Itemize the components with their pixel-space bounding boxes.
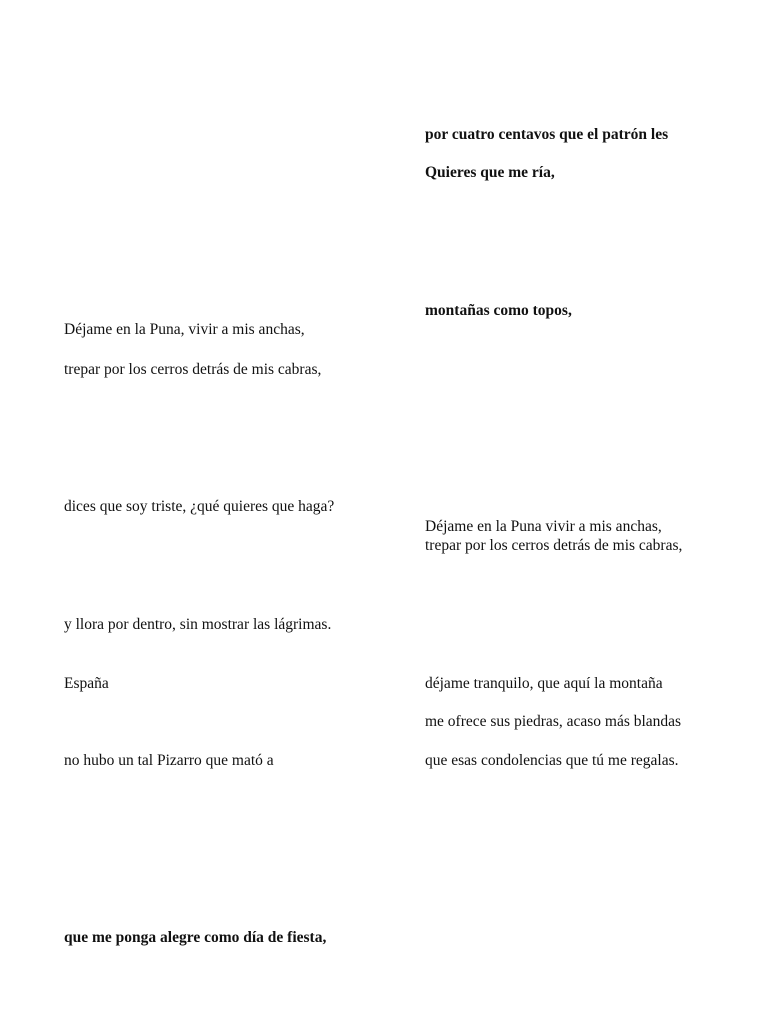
right-line-4: Déjame en la Puna vivir a mis anchas,: [425, 518, 662, 535]
left-line-5: España: [64, 675, 109, 692]
right-line-7: me ofrece sus piedras, acaso más blandas: [425, 713, 682, 730]
right-line-5: trepar por los cerros detrás de mis cabras,: [425, 537, 683, 554]
left-line-2: trepar por los cerros detrás de mis cabras,: [64, 361, 322, 378]
left-line-4: y llora por dentro, sin mostrar las lágrimas.: [64, 616, 332, 633]
right-line-1: por cuatro centavos que el patrón les: [425, 126, 669, 143]
left-line-3: dices que soy triste, ¿qué quieres que haga?: [64, 498, 335, 515]
right-line-3: montañas como topos,: [425, 302, 572, 319]
right-line-6: déjame tranquilo, que aquí la montaña: [425, 675, 663, 692]
left-line-7: que me ponga alegre como día de fiesta,: [64, 929, 327, 946]
right-line-8: que esas condolencias que tú me regalas.: [425, 752, 679, 769]
right-line-2: Quieres que me ría,: [425, 164, 555, 181]
left-line-6: no hubo un tal Pizarro que mató a: [64, 752, 274, 769]
left-line-1: Déjame en la Puna, vivir a mis anchas,: [64, 321, 305, 338]
